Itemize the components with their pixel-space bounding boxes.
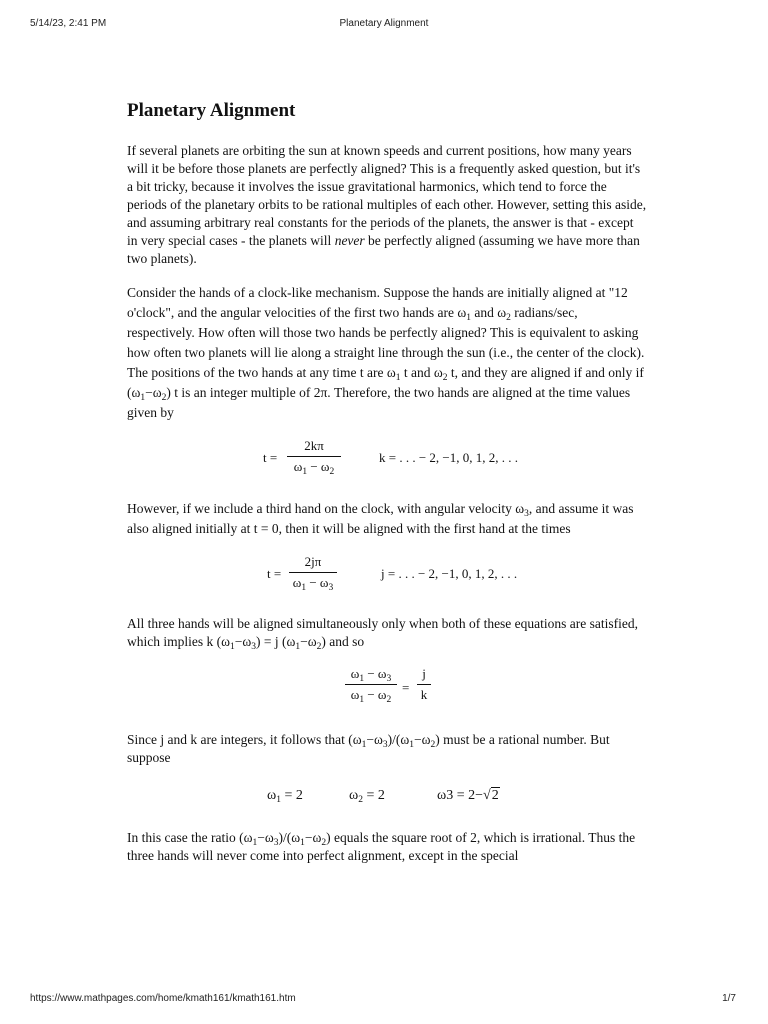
emphasis-never: never: [334, 233, 365, 248]
fraction: $\frac{2j\pi}{\omega_1 - \omega_3}$: [289, 554, 337, 591]
paragraph-third-hand: However, if we include a third hand on the clock, with angular velocity $\omega_3$, and assume it was also aligned initially at t = 0, then it will be aligned with the first hand at the times: [127, 501, 634, 536]
paragraph-intro: If several planets are orbiting the sun at known speeds and current positions, how many years will it be before those planets are perfectly aligned? This is a frequently asked question, but it's a bit tricky, because it involves the issue gravitational harmonics, which tend to force the periods of the planetary orbits to be rational multiples of each other. However, setting this aside, and assuming arbitrary real constants for the periods of the planets, the answer is that - except in very special cases - the planets will never be perfectly aligned (assuming we have more than two planets).: [127, 143, 647, 266]
omega-3: $\omega_3$: [515, 501, 529, 519]
omega-2: $\omega_2$: [497, 305, 511, 323]
ratio-expression: $(\omega_1-\omega_3)/(\omega_1-\omega_2)$: [348, 732, 440, 750]
equation-alignment-times-k: t = $\frac{2k\pi}{\omega_1 - \omega_2}$ k = . . . − 2, −1, 0, 1, 2, . . .: [263, 438, 518, 477]
fraction: $\frac{\omega_1 - \omega_3}{\omega_1 - \omega_2}$: [345, 666, 397, 703]
fraction: $\frac{j}{k}$: [417, 666, 431, 703]
paragraph-simultaneous: All three hands will be aligned simultaneously only when both of these equations are satisfied, which implies k $(\omega_1-\omega_3) = j$ $(\omega_1-\omega_2)$ and so: [127, 616, 639, 652]
article: [127, 98, 647, 880]
print-header: [0, 18, 768, 34]
print-timestamp: 5/14/23, 2:41 PM: [30, 18, 107, 29]
paragraph-irrational: In this case the ratio $(\omega_1-\omega_3)/(\omega_1-\omega_2)$ equals the square root of 2, which is irrational. Thus the three hands will never come into perfect alignment, except in the special: [127, 830, 636, 863]
page-url: https://www.mathpages.com/home/kmath161/kmath161.htm: [30, 993, 296, 1004]
article-title: Planetary Alignment: [127, 100, 296, 121]
ratio-expression: $(\omega_1-\omega_3)/(\omega_1-\omega_2)$: [239, 830, 331, 848]
print-footer: [0, 993, 768, 1009]
paragraph-rational: Since j and k are integers, it follows that $(\omega_1-\omega_3)/(\omega_1-\omega_2)$ must be a rational number. But suppose: [127, 732, 610, 765]
equation-example-values: $\omega_1 = 2$ $\omega_2 = 2$ ω3 = 2−√2: [267, 788, 499, 805]
equation-alignment-times-j: t = $\frac{2j\pi}{\omega_1 - \omega_3}$ j = . . . − 2, −1, 0, 1, 2, . . .: [267, 554, 518, 593]
omega-2: $\omega_2$: [433, 365, 448, 383]
omega-1: $\omega_1$: [457, 305, 471, 323]
omega-1: $\omega_1$: [386, 365, 401, 383]
equation-ratio: $\frac{\omega_1 - \omega_3}{\omega_1 - \omega_2}$ = $\frac{j}{k}$: [127, 666, 647, 716]
page-number: 1/7: [722, 993, 736, 1004]
print-page-title: Planetary Alignment: [339, 18, 429, 29]
relation-expression: k $(\omega_1-\omega_3) = j$ $(\omega_1-\omega_2)$: [206, 634, 326, 652]
fraction: $\frac{2k\pi}{\omega_1 - \omega_2}$: [287, 438, 341, 475]
omega-difference: $(\omega_1-\omega_2)$: [127, 385, 171, 403]
paragraph-clock: Consider the hands of a clock-like mechanism. Suppose the hands are initially aligned at "12 o'clock", and the angular velocities of the first two hands are $\omega_1$ and $\omega_2$ radians/sec, respectively. How often will those two hands be perfectly aligned? This is equivalent to asking how often two planets will lie along a straight line through the sun (i.e., the center of the clock). The positions of the two hands at any time t are $\omega_1$ t and $\omega_2$ t, and they are aligned if and only if $(\omega_1-\omega_2)$ t is an integer multiple of 2π. Therefore, the two hands are aligned at the time values given by: [127, 285, 645, 420]
